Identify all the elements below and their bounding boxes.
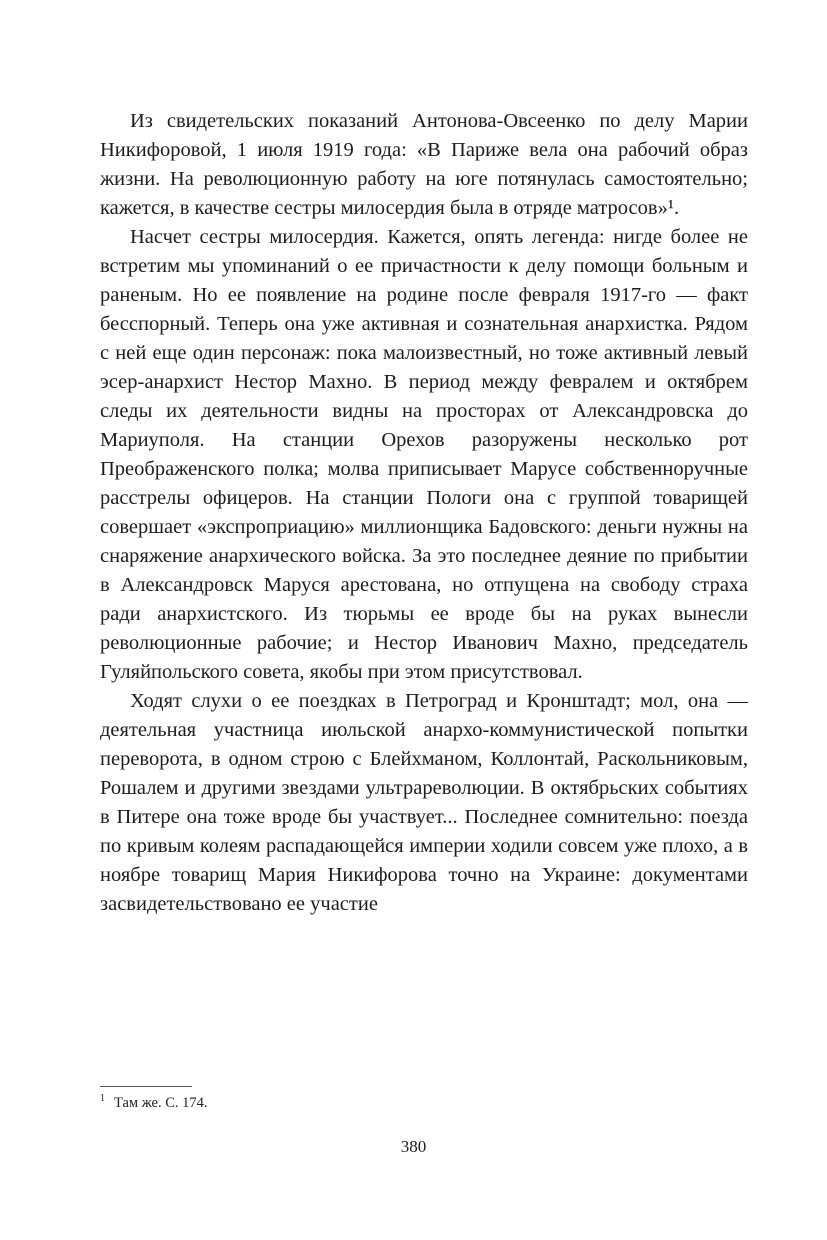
paragraph-2: Насчет сестры милосердия. Кажется, опять легенда: нигде более не встретим мы упоминаний о ее причастности к делу помощи больным и раненым. Но ее появление на родине после февраля 1917-го — факт бесспорный. Теперь она уже активная и сознательная анархистка. Рядом с ней еще один персонаж: пока малоизвестный, но тоже активный левый эсер-анархист Нестор Махно. В период между февралем и октябрем следы их деятельности видны на просторах от Александровска до Мариуполя. На станции Орехов разоружены несколько рот Преображенского полка; молва приписывает Марусе собственноручные расстрелы офицеров. На станции Пологи она с группой товарищей совершает «экспроприацию» миллионщика Бадовского: деньги нужны на снаряжение анархического войска. За это последнее деяние по прибытии в Александровск Маруся арестована, но отпущена на свободу страха ради анархистского. Из тюрьмы ее вроде бы на руках вынесли революционные рабочие; и Нестор Иванович Махно, председатель Гуляйпольского совета, якобы при этом присутствовал. [100, 226, 748, 683]
text-block [100, 107, 748, 919]
footnote [100, 1094, 748, 1112]
paragraph-3: Ходят слухи о ее поездках в Петроград и Кронштадт; мол, она — деятельная участница июльской анархо-коммунистической попытки переворота, в одном строю с Блейхманом, Коллонтай, Раскольниковым, Рошалем и другими звездами ультрареволюции. В октябрьских событиях в Питере она тоже вроде бы участвует... Последнее сомнительно: поезда по кривым колеям распадающейся империи ходили совсем уже плохо, а в ноябре товарищ Мария Никифорова точно на Украине: документами засвидетельствовано ее участие [100, 690, 748, 915]
page-number: 380 [400, 1137, 427, 1156]
paragraph-1: Из свидетельских показаний Антонова-Овсеенко по делу Марии Никифоровой, 1 июля 1919 года: «В Париже вела она рабочий образ жизни. На революционную работу на юге потянулась самостоятельно; кажется, в качестве сестры милосердия была в отряде матросов»¹. [100, 110, 748, 219]
footnote-marker: 1 [100, 1093, 105, 1105]
footnote-separator [100, 1086, 192, 1087]
footnote-text: Там же. С. 174. [114, 1095, 208, 1111]
